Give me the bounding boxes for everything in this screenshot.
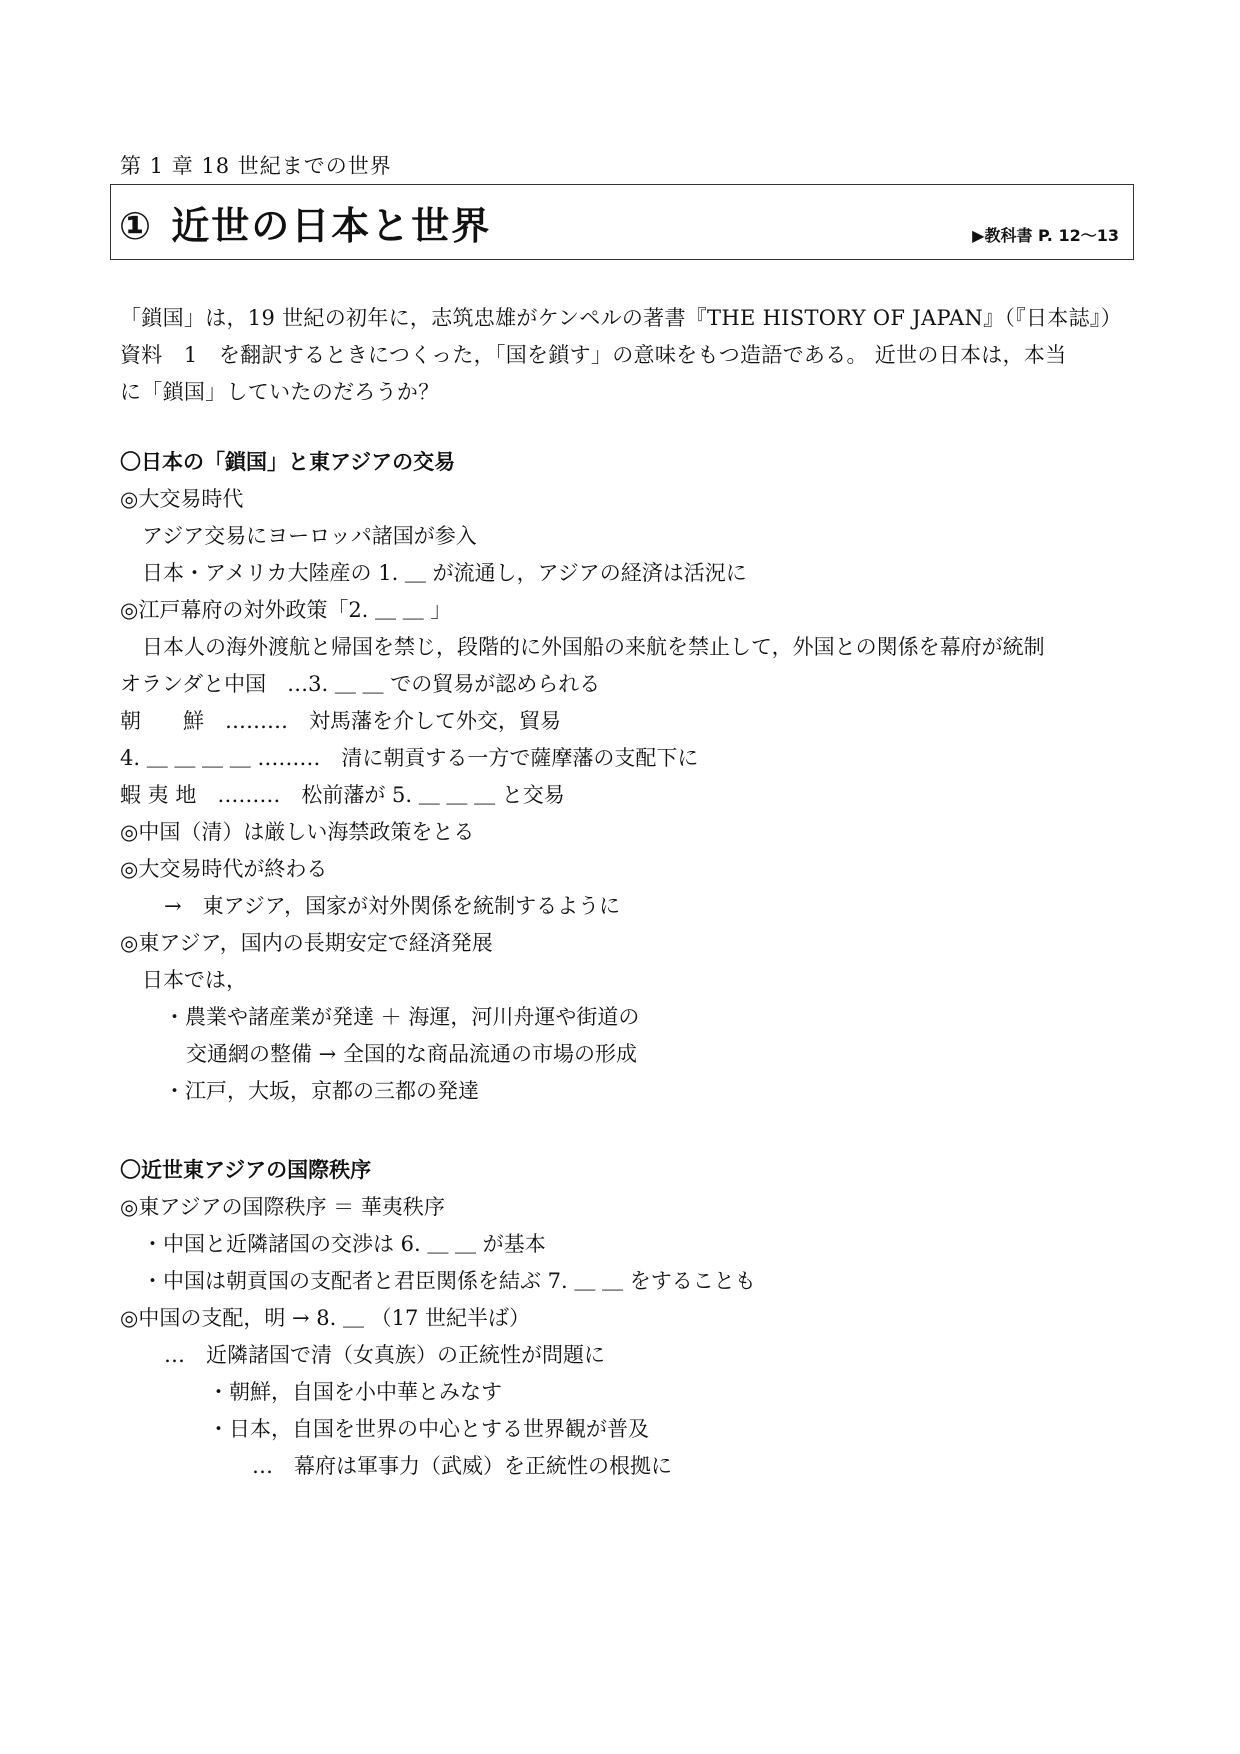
- text-line: ・朝鮮，自国を小中華とみなす: [208, 1380, 502, 1404]
- intro-line: に「鎖国」していたのだろうか？: [120, 380, 440, 404]
- fill-in-line: ◎江戸幕府の対外政策「2. ＿ ＿ 」: [120, 598, 452, 622]
- page-title: [119, 195, 491, 250]
- text-line: … 近隣諸国で清（女真族）の正統性が問題に: [164, 1343, 605, 1367]
- title-number: ①: [119, 204, 154, 248]
- text-line: 日本人の海外渡航と帰国を禁じ，段階的に外国船の来航を禁止して，外国との関係を幕府が統制: [142, 635, 1045, 659]
- fill-in-line: 蝦 夷 地 ……… 松前藩が 5. ＿ ＿ ＿ と交易: [120, 783, 565, 807]
- fill-in-line: ◎中国の支配，明 → 8. ＿ （17 世紀半ば）: [120, 1306, 531, 1330]
- text-line: 交通網の整備 → 全国的な商品流通の市場の形成: [186, 1042, 637, 1066]
- bullet-line: ◎東アジアの国際秩序 ＝ 華夷秩序: [120, 1195, 445, 1219]
- title-box: [110, 184, 1134, 260]
- text-line: ・農業や諸産業が発達 ＋ 海運，河川舟運や街道の: [164, 1005, 640, 1029]
- section-order: [120, 1152, 1130, 1485]
- bullet-line: ◎大交易時代: [120, 487, 244, 511]
- bullet-line: ◎大交易時代が終わる: [120, 857, 328, 881]
- intro-line: 資料 1 を翻訳するときにつくった，「国を鎖す」の意味をもつ造語である。 近世の日本は，本当: [120, 343, 1067, 367]
- text-line: ・江戸，大坂，京都の三都の発達: [164, 1079, 479, 1103]
- fill-in-line: ・中国と近隣諸国の交渉は 6. ＿ ＿ が基本: [142, 1232, 546, 1256]
- fill-in-line: オランダと中国 …3. ＿ ＿ での貿易が認められる: [120, 672, 601, 696]
- title-text: 近世の日本と世界: [171, 204, 492, 248]
- textbook-reference: ▶教科書 P. 12〜13: [972, 226, 1119, 245]
- intro-paragraph: [120, 300, 1130, 411]
- fill-in-line: 4. ＿ ＿ ＿ ＿ ……… 清に朝貢する一方で薩摩藩の支配下に: [120, 746, 699, 770]
- fill-in-line: ・中国は朝貢国の支配者と君臣関係を結ぶ 7. ＿ ＿ をすることも: [142, 1269, 756, 1293]
- text-line: アジア交易にヨーロッパ諸国が参入: [142, 524, 477, 548]
- chapter-label: 第 1 章 18 世紀までの世界: [120, 154, 392, 178]
- fill-in-line: 日本・アメリカ大陸産の 1. ＿ が流通し，アジアの経済は活況に: [142, 561, 747, 585]
- section-heading: 〇近世東アジアの国際秩序: [120, 1158, 372, 1182]
- arrow-line: → 東アジア，国家が対外関係を統制するように: [164, 894, 621, 918]
- text-line: ・日本，自国を世界の中心とする世界観が普及: [208, 1417, 649, 1441]
- intro-line: 「鎖国」は，19 世紀の初年に，志筑忠雄がケンペルの著書『THE HISTORY OF JAPAN』（『日本誌』）: [120, 306, 1122, 330]
- section-heading: 〇日本の「鎖国」と東アジアの交易: [120, 450, 456, 474]
- bullet-line: ◎東アジア，国内の長期安定で経済発展: [120, 931, 493, 955]
- bullet-line: ◎中国（清）は厳しい海禁政策をとる: [120, 820, 475, 844]
- text-line: 日本では，: [142, 968, 247, 992]
- text-line: 朝 鮮 ……… 対馬藩を介して外交，貿易: [120, 709, 561, 733]
- section-trade: [120, 444, 1130, 1110]
- text-line: … 幕府は軍事力（武威）を正統性の根拠に: [252, 1454, 672, 1478]
